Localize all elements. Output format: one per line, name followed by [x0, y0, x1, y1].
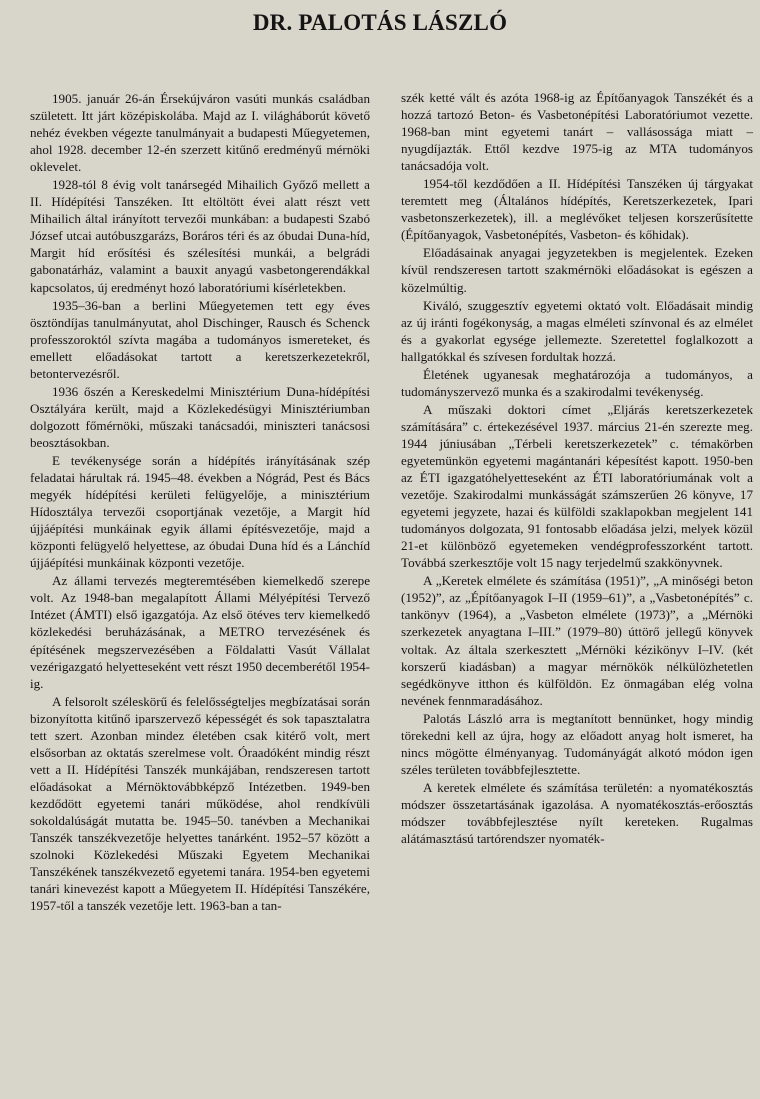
paragraph: 1936 őszén a Kereskedelmi Minisztérium Duna-hídépítési Osztályára került, majd a Közlekedésügyi Minisztériumban dolgozott főmérnöki, műszaki tanácsadói, miniszteri tanácsosi beosztásokban.	[30, 383, 370, 450]
paragraph: 1905. január 26-án Érsekújváron vasúti munkás családban született. Itt járt középiskolába. Majd az I. világháborút követő nehéz években végezte tanulmányait a budapesti Műegyetemen, ahol 1928. december 12-én szerzett kitűnő eredményű mérnöki oklevelet.	[30, 91, 370, 175]
paragraph: A felsorolt széleskörű és felelősségteljes megbízatásai során bizonyította kitűnő iparszervező képességét és sok tapasztalatra tett szert. Azonban mindez életében csak kitérő volt, mert elsősorban az oktatás szerelmese volt. Óraadóként mindig részt vett a II. Hídépítési Tanszék munkájában, rendszeresen tartott előadásokat a Mérnöktovábbképző Intézetben. 1949-ben kezdődött egyetemi tanári működése, ahol rendkívüli sokoldalúságát mutatta be. 1945–50. tanévben a Mechanikai Tanszék tanszékvezetője helyettes tanárként. 1952–57 között a szolnoki Közlekedési Műszaki Egyetem Mechanikai Tanszékének tanszékvezető egyetemi tanára. 1954-ben egyetemi tanári kinevezést kapott a Műegyetem II. Hídépítési Tanszékére, 1957-től a tanszék vezetője lett. 1963-ban a tan-	[30, 693, 370, 914]
paragraph: A „Keretek elmélete és számítása (1951)”, „A minőségi beton (1952)”, az „Építőanyagok I–II (1959–61)”, a „Vasbetonépítés” c. tankönyv (1964), a „Vasbeton elmélete (1973)”, a „Mérnöki szerkezetek anyagtana I–III.” (1979–80) úttörő jellegű könyvek voltak. Az általa szerkesztett „Mérnöki kézikönyv I–IV. (két korszerű kiadásban) a magyar mérnökök nélkülözhetetlen segédkönyve itthon és külföldön. Ez önmagában elég volna nevének fennmaradásához.	[401, 573, 753, 708]
paragraph: A keretek elmélete és számítása területén: a nyomatékosztás módszer összetartásának igazolása. A nyomatékosztás-erőosztás módszer továbbfejlesztése nyílt kereteken. Rugalmas alátámasztású tartórendszer nyomaték-	[401, 779, 753, 847]
paragraph: E tevékenysége során a hídépítés irányításának szép feladatai hárultak rá. 1945–48. években a Nógrád, Pest és Bács megyék hídépítési kerületi felügyelője, a minisztérium Hídosztálya tervezői csoportjának vezetője, a Margit híd újjáépítési munkáinak egyik állami építésvezetője, majd a központi felügyelő helyettese, az óbudai Duna híd és a Lánchíd újjáépítési munkáinak központi vezetője.	[30, 452, 370, 571]
page-title: DR. PALOTÁS LÁSZLÓ	[252, 10, 508, 35]
paragraph: Életének ugyanesak meghatározója a tudományos, a tudományszervező munka és a szakirodalmi tevékenység.	[401, 366, 753, 399]
paragraph: A műszaki doktori címet „Eljárás keretszerkezetek számítására” c. értekezésével 1937. március 21-én szerezte meg. 1944 júniusában „Térbeli keretszerkezetek” c. témakörben egyetemünkön egyetemi magántanári képesítést kapott. 1950-ben az ÉTI igazgatóhelyetteseként az ÉTI laboratóriumának volt a vezetője. Szakirodalmi munkásságát számszerűen 26 könyve, 17 egyetemi jegyzete, hazai és külföldi szaklapokban megjelent 141 tudományos dolgozata, 91 fontosabb előadása jelzi, melyek közül 21-et különböző egyetemeken vendégprofesszorként tartott. Továbbá szerkesztője volt 15 nagy terjedelmű szakkönyvnek.	[401, 401, 753, 571]
paragraph: 1935–36-ban a berlini Műegyetemen tett egy éves ösztöndíjas tanulmányutat, ahol Dischinger, Rausch és Schenck professzoroktól szívta magába a tudományos ismereteket, és emellett előadásokat tartott a keretszerkezetekről, betontervezésről.	[30, 297, 370, 381]
paragraph: Kiváló, szuggesztív egyetemi oktató volt. Előadásait mindig az új iránti fogékonyság, a magas elméleti színvonal és az elmélet és a gyakorlat egysége jellemezte. Szeretettel foglalkozott a hallgatókkal és szívesen fordultak hozzá.	[401, 297, 753, 364]
paragraph: Palotás László arra is megtanított bennünket, hogy mindig törekedni kell az újra, hogy az előadott anyag holt ismeret, ha nincs mögötte élményanyag. Tudományágát alkotó módon igen széles területen továbbfejlesztette.	[401, 710, 753, 777]
paragraph: 1928-tól 8 évig volt tanársegéd Mihailich Győző mellett a II. Hídépítési Tanszéken. Itt eltöltött évei alatt részt vett Mihailich által irányított tervezői munkában: a budapesti Szabó József utcai autóbuszgarázs, Boráros téri és az óbudai Duna-híd, Margit híd erősítési és szélesítési munkái, a belgrádi gabonatárház, valamint a bauxit anyagú vasbetongerendákkal kapcsolatos, új eredményt hozó laboratóriumi kísérletekben.	[30, 177, 370, 295]
paragraph: Az állami tervezés megteremtésében kiemelkedő szerepe volt. Az 1948-ban megalapított Állami Mélyépítési Tervező Intézet (ÁMTI) első igazgatója. Az első ötéves terv kiemelkedő közlekedési beruházásának, a METRO tervezésének és építésének megszervezésében a Földalatti Vasút Vállalat vezérigazgató helyetteseként vett részt 1950 decemberétől 1954-ig.	[30, 573, 370, 691]
paragraph-continued: szék ketté vált és azóta 1968-ig az Építőanyagok Tanszékét és a hozzá tartozó Beton- és Vasbetonépítési Laboratóriumot vezette. 1968-ban mint egyetemi tanárt – vallásossága miatt – nyugdíjazták. Ettől kezdve 1975-ig az MTA tudományos tanácsadója volt.	[401, 90, 753, 174]
right-column	[401, 89, 753, 847]
paragraph: Előadásainak anyagai jegyzetekben is megjelentek. Ezeken kívül rendszeresen tartott szakmérnöki előadásokat is egészen a közelmúltig.	[401, 245, 753, 295]
left-column	[30, 90, 370, 914]
paragraph: 1954-től kezdődően a II. Hídépítési Tanszéken új tárgyakat teremtett meg (Általános hídépítés, Keretszerkezetek, Ipari vasbetonszerkezetek), ill. a meglévőket teljesen korszerűsítette (Építőanyagok, Vasbetonépítés, Vasbeton- és kőhidak).	[401, 176, 753, 243]
